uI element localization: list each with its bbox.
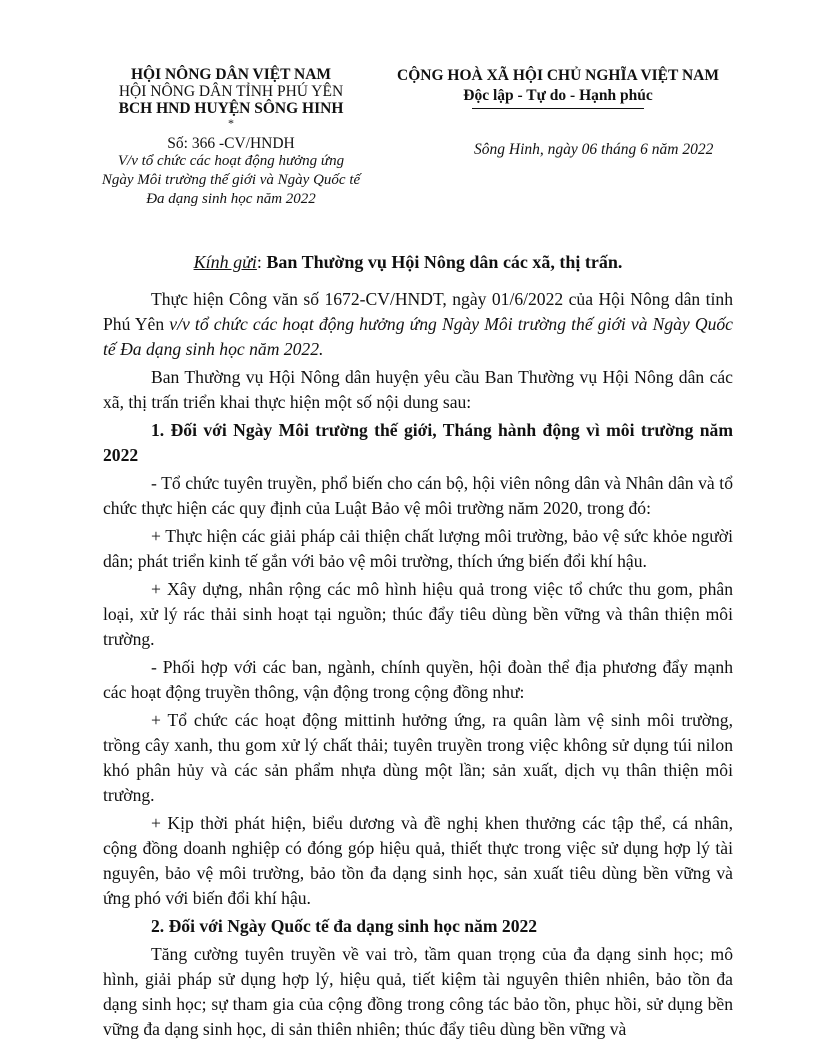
paragraph-coordinate: - Phối hợp với các ban, ngành, chính quyền, hội đoàn thể địa phương đẩy mạnh các hoạt động truyền thông, vận động trong cộng đồng như:: [103, 657, 733, 702]
intro-reference: v/v tổ chức các hoạt động hưởng ứng Ngày Môi trường thế giới và Ngày Quốc tế Đa dạng sinh học năm 2022.: [103, 314, 733, 359]
paragraph-biodiversity: Tăng cường tuyên truyền về vai trò, tầm quan trọng của đa dạng sinh học; mô hình, giải pháp sử dụng hợp lý, hiệu quả, tiết kiệm tài nguyên thiên nhiên, bảo tồn đa dạng sinh học; sự tham gia của cộng đồng trong công tác bảo tồn, phục hồi, sử dụng bền vững đa dạng sinh học, di sản thiên nhiên; thúc đẩy tiêu dùng bền vững và: [103, 944, 733, 1039]
recipient-name: Ban Thường vụ Hội Nông dân các xã, thị trấn.: [266, 252, 623, 272]
paragraph-improve-environment: + Thực hiện các giải pháp cải thiện chất lượng môi trường, bảo vệ sức khỏe người dân; phát triển kinh tế gắn với bảo vệ môi trường, thích ứng biến đổi khí hậu.: [103, 526, 733, 571]
issuing-organization-block: [96, 66, 366, 209]
subject-line-1: V/v tổ chức các hoạt động hưởng ứng: [117, 153, 345, 169]
org-province: HỘI NÔNG DÂN TỈNH PHÚ YÊN: [118, 83, 344, 100]
paragraph-intro: [103, 287, 733, 362]
paragraph-propaganda: - Tổ chức tuyên truyền, phổ biến cho cán bộ, hội viên nông dân và Nhân dân và tổ chức thực hiện các quy định của Luật Bảo vệ môi trường năm 2020, trong đó:: [103, 473, 733, 518]
paragraph-activities: + Tổ chức các hoạt động mittinh hưởng ứng, ra quân làm vệ sinh môi trường, trồng cây xanh, thu gom xử lý chất thải; tuyên truyền trong việc không sử dụng túi nilon khó phân hủy và các sản phẩm nhựa dùng một lần; sản xuất, dịch vụ thân thiện môi trường.: [103, 710, 733, 805]
section-heading-2: 2. Đối với Ngày Quốc tế đa dạng sinh học năm 2022: [151, 916, 538, 936]
national-header-block: [378, 66, 738, 109]
org-central: HỘI NÔNG DÂN VIỆT NAM: [130, 66, 332, 83]
paragraph-commend: + Kịp thời phát hiện, biểu dương và đề nghị khen thưởng các tập thể, cá nhân, cộng đồng doanh nghiệp có đóng góp hiệu quả, thiết thực trong việc sử dụng hợp lý tài nguyên, bảo vệ môi trường, bảo tồn đa dạng sinh học, sản xuất tiêu dùng bền vững và ứng phó với biến đổi khí hậu.: [103, 813, 733, 908]
subject-line-2: Ngày Môi trường thế giới và Ngày Quốc tế: [101, 172, 361, 188]
national-motto: Độc lập - Tự do - Hạnh phúc: [463, 87, 653, 104]
national-title: CỘNG HOÀ XÃ HỘI CHỦ NGHĨA VIỆT NAM: [397, 67, 719, 84]
subject-line-3: Đa dạng sinh học năm 2022: [146, 191, 316, 207]
recipient-label: Kính gửi: [193, 252, 257, 272]
section-heading-1: 1. Đối với Ngày Môi trường thế giới, Tháng hành động vì môi trường năm 2022: [103, 420, 733, 465]
document-body: [103, 287, 733, 1045]
org-district: BCH HND HUYỆN SÔNG HINH: [118, 100, 344, 117]
recipient-separator: :: [256, 252, 262, 272]
document-date: Sông Hinh, ngày 06 tháng 6 năm 2022: [474, 141, 714, 158]
paragraph-build-models: + Xây dựng, nhân rộng các mô hình hiệu quả trong việc tổ chức thu gom, phân loại, xử lý rác thải sinh hoạt tại nguồn; thúc đẩy tiêu dùng bền vững và thân thiện môi trường.: [103, 579, 733, 649]
paragraph-request: Ban Thường vụ Hội Nông dân huyện yêu cầu Ban Thường vụ Hội Nông dân các xã, thị trấn triển khai thực hiện một số nội dung sau:: [103, 367, 733, 412]
motto-underline: [472, 108, 644, 109]
document-number: Số: 366 -CV/HNDH: [167, 135, 295, 152]
intro-text: Thực hiện Công văn số 1672-CV/HNDT, ngày 01/6/2022 của Hội Nông dân tỉnh Phú Yên: [103, 289, 733, 334]
recipient-line: [0, 252, 816, 273]
org-star: *: [228, 116, 234, 130]
